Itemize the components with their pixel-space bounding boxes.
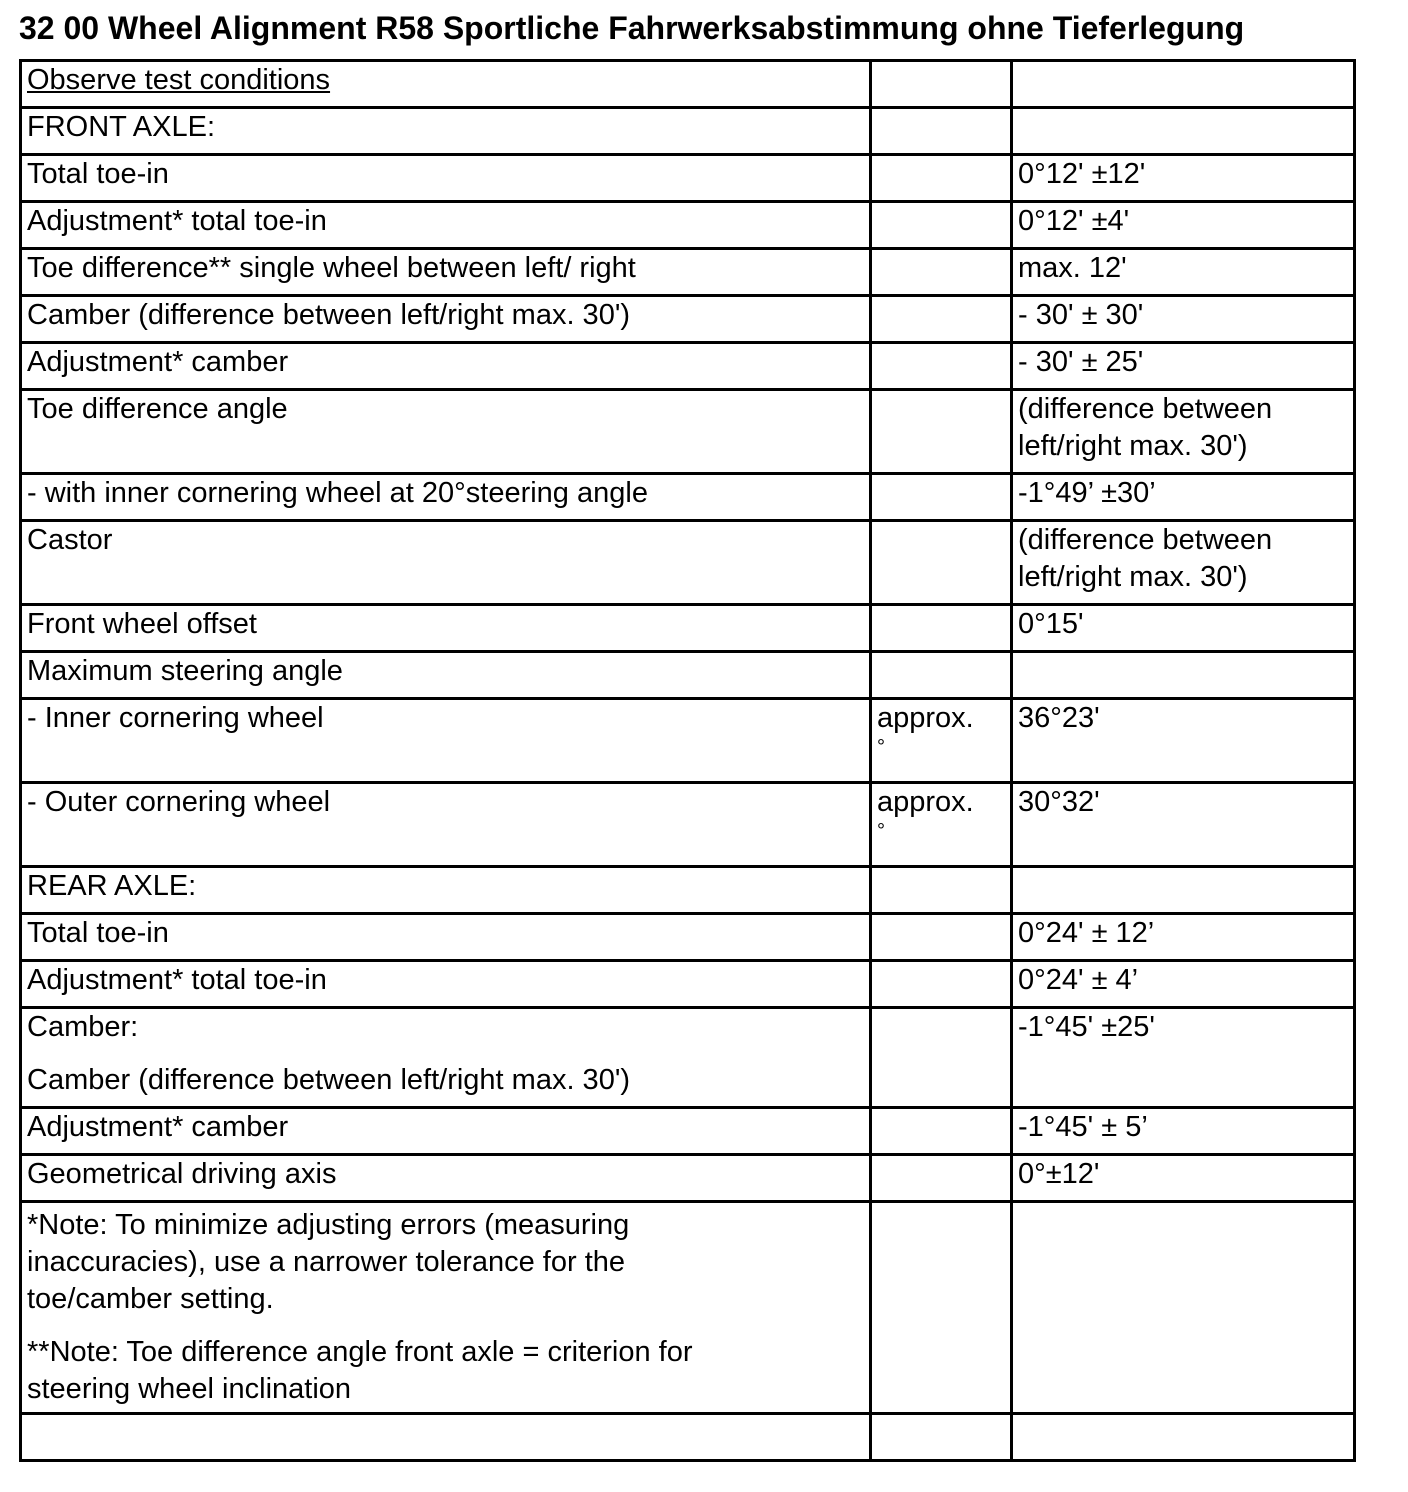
value-cell: [1012, 108, 1355, 155]
value-line: (difference between: [1018, 524, 1273, 556]
param-cell: - with inner cornering wheel at 20°steering angle: [21, 474, 871, 521]
param-cell: [21, 61, 871, 108]
degree-symbol: °: [877, 820, 885, 842]
param-cell: Castor: [21, 521, 871, 605]
mid-cell: [871, 343, 1012, 390]
mid-cell: [871, 474, 1012, 521]
param-cell: Toe difference** single wheel between left/ right: [21, 249, 871, 296]
value-cell: [1012, 1414, 1355, 1461]
mid-cell: [871, 61, 1012, 108]
mid-cell: [871, 699, 1012, 783]
mid-cell: [871, 1155, 1012, 1202]
value-line: left/right max. 30'): [1018, 561, 1248, 593]
table-row: [21, 202, 1355, 249]
value-cell: -1°49’ ±30’: [1012, 474, 1355, 521]
table-row: [21, 783, 1355, 867]
value-cell: - 30' ± 30': [1012, 296, 1355, 343]
value-cell: 0°24' ± 12’: [1012, 914, 1355, 961]
table-row: [21, 605, 1355, 652]
mid-cell: [871, 1414, 1012, 1461]
table-row: [21, 108, 1355, 155]
section-heading-rear-axle: REAR AXLE:: [21, 867, 871, 914]
note-line: steering wheel inclination: [27, 1373, 352, 1405]
param-cell: Front wheel offset: [21, 605, 871, 652]
value-cell: 0°12' ±12': [1012, 155, 1355, 202]
mid-cell: [871, 521, 1012, 605]
note-line: *Note: To minimize adjusting errors (measuring: [27, 1209, 630, 1241]
table-row: [21, 961, 1355, 1008]
value-cell: [1012, 1202, 1355, 1414]
empty-row: [21, 1414, 1355, 1461]
mid-cell: [871, 1008, 1012, 1108]
table-row: [21, 914, 1355, 961]
mid-cell: [871, 296, 1012, 343]
table-row: [21, 699, 1355, 783]
mid-cell: [871, 1202, 1012, 1414]
table-row: [21, 1008, 1355, 1108]
mid-cell: [871, 867, 1012, 914]
mid-cell: [871, 914, 1012, 961]
value-cell: max. 12': [1012, 249, 1355, 296]
table-row: [21, 652, 1355, 699]
param-label: Observe test conditions: [27, 64, 331, 96]
param-cell: Camber (difference between left/right max. 30'): [21, 296, 871, 343]
param-cell: Total toe-in: [21, 914, 871, 961]
value-cell: 36°23': [1012, 699, 1355, 783]
value-cell: [1012, 390, 1355, 474]
param-cell: [21, 1008, 871, 1108]
param-cell: Adjustment* camber: [21, 1108, 871, 1155]
table-row: [21, 296, 1355, 343]
param-cell: Adjustment* camber: [21, 343, 871, 390]
approx-label: approx.: [877, 702, 974, 734]
param-cell: [21, 1414, 871, 1461]
value-cell: 0°12' ±4': [1012, 202, 1355, 249]
param-cell: Adjustment* total toe-in: [21, 961, 871, 1008]
value-cell: 0°15': [1012, 605, 1355, 652]
param-cell: Total toe-in: [21, 155, 871, 202]
param-line: Camber:: [27, 1011, 139, 1043]
param-cell: - Outer cornering wheel: [21, 783, 871, 867]
param-cell: Toe difference angle: [21, 390, 871, 474]
value-cell: -1°45' ± 5’: [1012, 1108, 1355, 1155]
param-cell: Geometrical driving axis: [21, 1155, 871, 1202]
table-row: [21, 474, 1355, 521]
param-cell: - Inner cornering wheel: [21, 699, 871, 783]
alignment-spec-table: [19, 59, 1356, 1462]
value-cell: [1012, 867, 1355, 914]
value-cell: [1012, 61, 1355, 108]
note-line: **Note: Toe difference angle front axle = criterion for: [27, 1336, 693, 1368]
value-line: left/right max. 30'): [1018, 430, 1248, 462]
value-cell: - 30' ± 25': [1012, 343, 1355, 390]
table-row: [21, 867, 1355, 914]
mid-cell: [871, 783, 1012, 867]
value-cell: 0°±12': [1012, 1155, 1355, 1202]
note-line: inaccuracies), use a narrower tolerance for the: [27, 1246, 626, 1278]
value-line: (difference between: [1018, 393, 1273, 425]
note-line: toe/camber setting.: [27, 1283, 274, 1315]
table-row: [21, 249, 1355, 296]
param-cell: Adjustment* total toe-in: [21, 202, 871, 249]
mid-cell: [871, 605, 1012, 652]
param-line: Camber (difference between left/right max. 30'): [27, 1064, 631, 1096]
table-row: [21, 343, 1355, 390]
table-row: [21, 521, 1355, 605]
mid-cell: [871, 249, 1012, 296]
table-row: [21, 155, 1355, 202]
value-cell: 0°24' ± 4’: [1012, 961, 1355, 1008]
table-row: [21, 390, 1355, 474]
table-row: [21, 61, 1355, 108]
notes-row: [21, 1202, 1355, 1414]
mid-cell: [871, 155, 1012, 202]
approx-label: approx.: [877, 786, 974, 818]
mid-cell: [871, 1108, 1012, 1155]
degree-symbol: °: [877, 736, 885, 758]
mid-cell: [871, 390, 1012, 474]
section-heading-front-axle: FRONT AXLE:: [21, 108, 871, 155]
value-cell: [1012, 521, 1355, 605]
value-cell: 30°32': [1012, 783, 1355, 867]
page-title: 32 00 Wheel Alignment R58 Sportliche Fahrwerksabstimmung ohne Tieferlegung: [19, 10, 1245, 46]
table-row: [21, 1108, 1355, 1155]
mid-cell: [871, 961, 1012, 1008]
notes-cell: [21, 1202, 871, 1414]
value-cell: [1012, 652, 1355, 699]
mid-cell: [871, 202, 1012, 249]
param-cell: Maximum steering angle: [21, 652, 871, 699]
mid-cell: [871, 652, 1012, 699]
table-row: [21, 1155, 1355, 1202]
mid-cell: [871, 108, 1012, 155]
value-cell: -1°45' ±25': [1012, 1008, 1355, 1108]
